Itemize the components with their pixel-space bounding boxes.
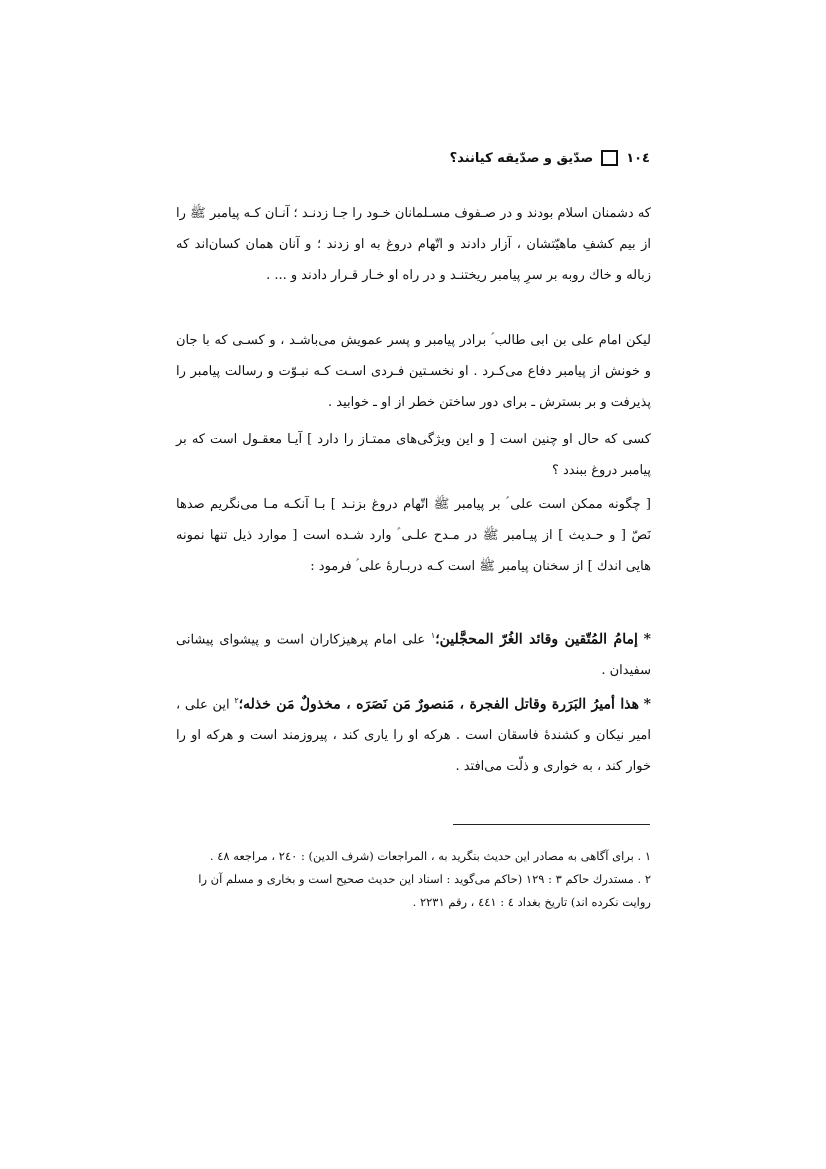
paragraph-3: كسى كه حال او چنين است [ و اين ويژگى‌هاى ممتـاز را دارد ] آيـا معقـول است كه بر پيامبر دروغ ببندد ؟ (176, 432, 651, 478)
footnote-ref: ٢ (234, 696, 239, 705)
quote-bullet-icon: * (643, 696, 651, 713)
quote-arabic: هذا أميرُ البَرَرة وقاتل الفجرة ، مَنصورٌ مَن نَصَرَه ، مخذولٌ مَن خذله؛ (238, 696, 639, 713)
quote-bullet-icon: * (643, 631, 651, 648)
quote-translation: على امام پرهيزكاران است و پيشواى پيشانى سفيدان . (176, 632, 651, 679)
footnote-1: ١ . براى آگاهى به مصادر اين حديث بنگريد به ، المراجعات (شرف الدين) : ٢٤٠ ، مراجعه ٤٨ . (209, 849, 651, 863)
square-ornament-icon (601, 150, 618, 166)
quote-translation: اين على ، امير نيكان و كشندۀ فاسقان است . هركه او را يارى كند ، پيروزمند است و هركه او را خوار كند ، به خوارى و ذلّت مى‌افتد . (176, 697, 651, 775)
page-number: ١٠٤ (626, 150, 650, 166)
paragraph-2: ليكن امام على بن ابى طالب ؑ برادر پيامبر و پسر عمويش مى‌باشـد ، و كسـى كه با جان و خونش از پيامبر دفاع مى‌كـرد . او نخسـتين فـردى اسـت كـه نبـوّت و رسالت پيامبر را پذيرفت و بر بسترش ـ براى دور ساختن خطر از او ـ خوابيد . (176, 333, 651, 410)
quote-1 (176, 620, 651, 686)
running-header (450, 150, 650, 166)
footnote-ref: ١ (430, 631, 436, 640)
footnote-2: ٢ . مستدرك حاكم ٣ : ١٢٩ (حاكم مى‌گويد : اسناد اين حديث صحيح است و بخارى و مسلم آن را روايت نكرده اند) تاريخ بغداد ٤ : ٤٤١ ، رقم ٢٢٣١ . (198, 872, 651, 909)
quote-2 (176, 685, 651, 782)
quote-arabic: إمامُ المُتّقين وقائد الغُرّ المحجَّلين؛ (435, 631, 638, 648)
paragraph-1: كه دشمنان اسلام بودند و در صـفوف مسـلمانان خـود را جـا زدنـد ؛ آنـان كـه پيامبر ﷺ را از بيم كشفِ ماهيّتشان ، آزار دادند و اتّهام دروغ به او زدند ؛ و آنان همان كسان‌اند كه زباله و خاك روبه بر سرِ پيامبر ريختنـد و در راه او خـار قـرار دادند و ... . (176, 206, 651, 283)
footnote-divider (453, 824, 650, 825)
paragraph-4: [ چگونه ممكن است على ؑ بر پيامبر ﷺ اتّهام دروغ بزنـد ] بـا آنكـه مـا مى‌نگريم صدها نَصّ [ و حـديث ] از پيـامبر ﷺ در مـدح علـى ؑ وارد شـده است [ موارد ذيل تنها نمونه هايى اندك ] از سخنان پيامبر ﷺ است كـه دربـارۀ على ؑ فرمود : (176, 497, 651, 574)
header-title: صدّيق و صدّيقه كيانند؟ (449, 150, 594, 166)
